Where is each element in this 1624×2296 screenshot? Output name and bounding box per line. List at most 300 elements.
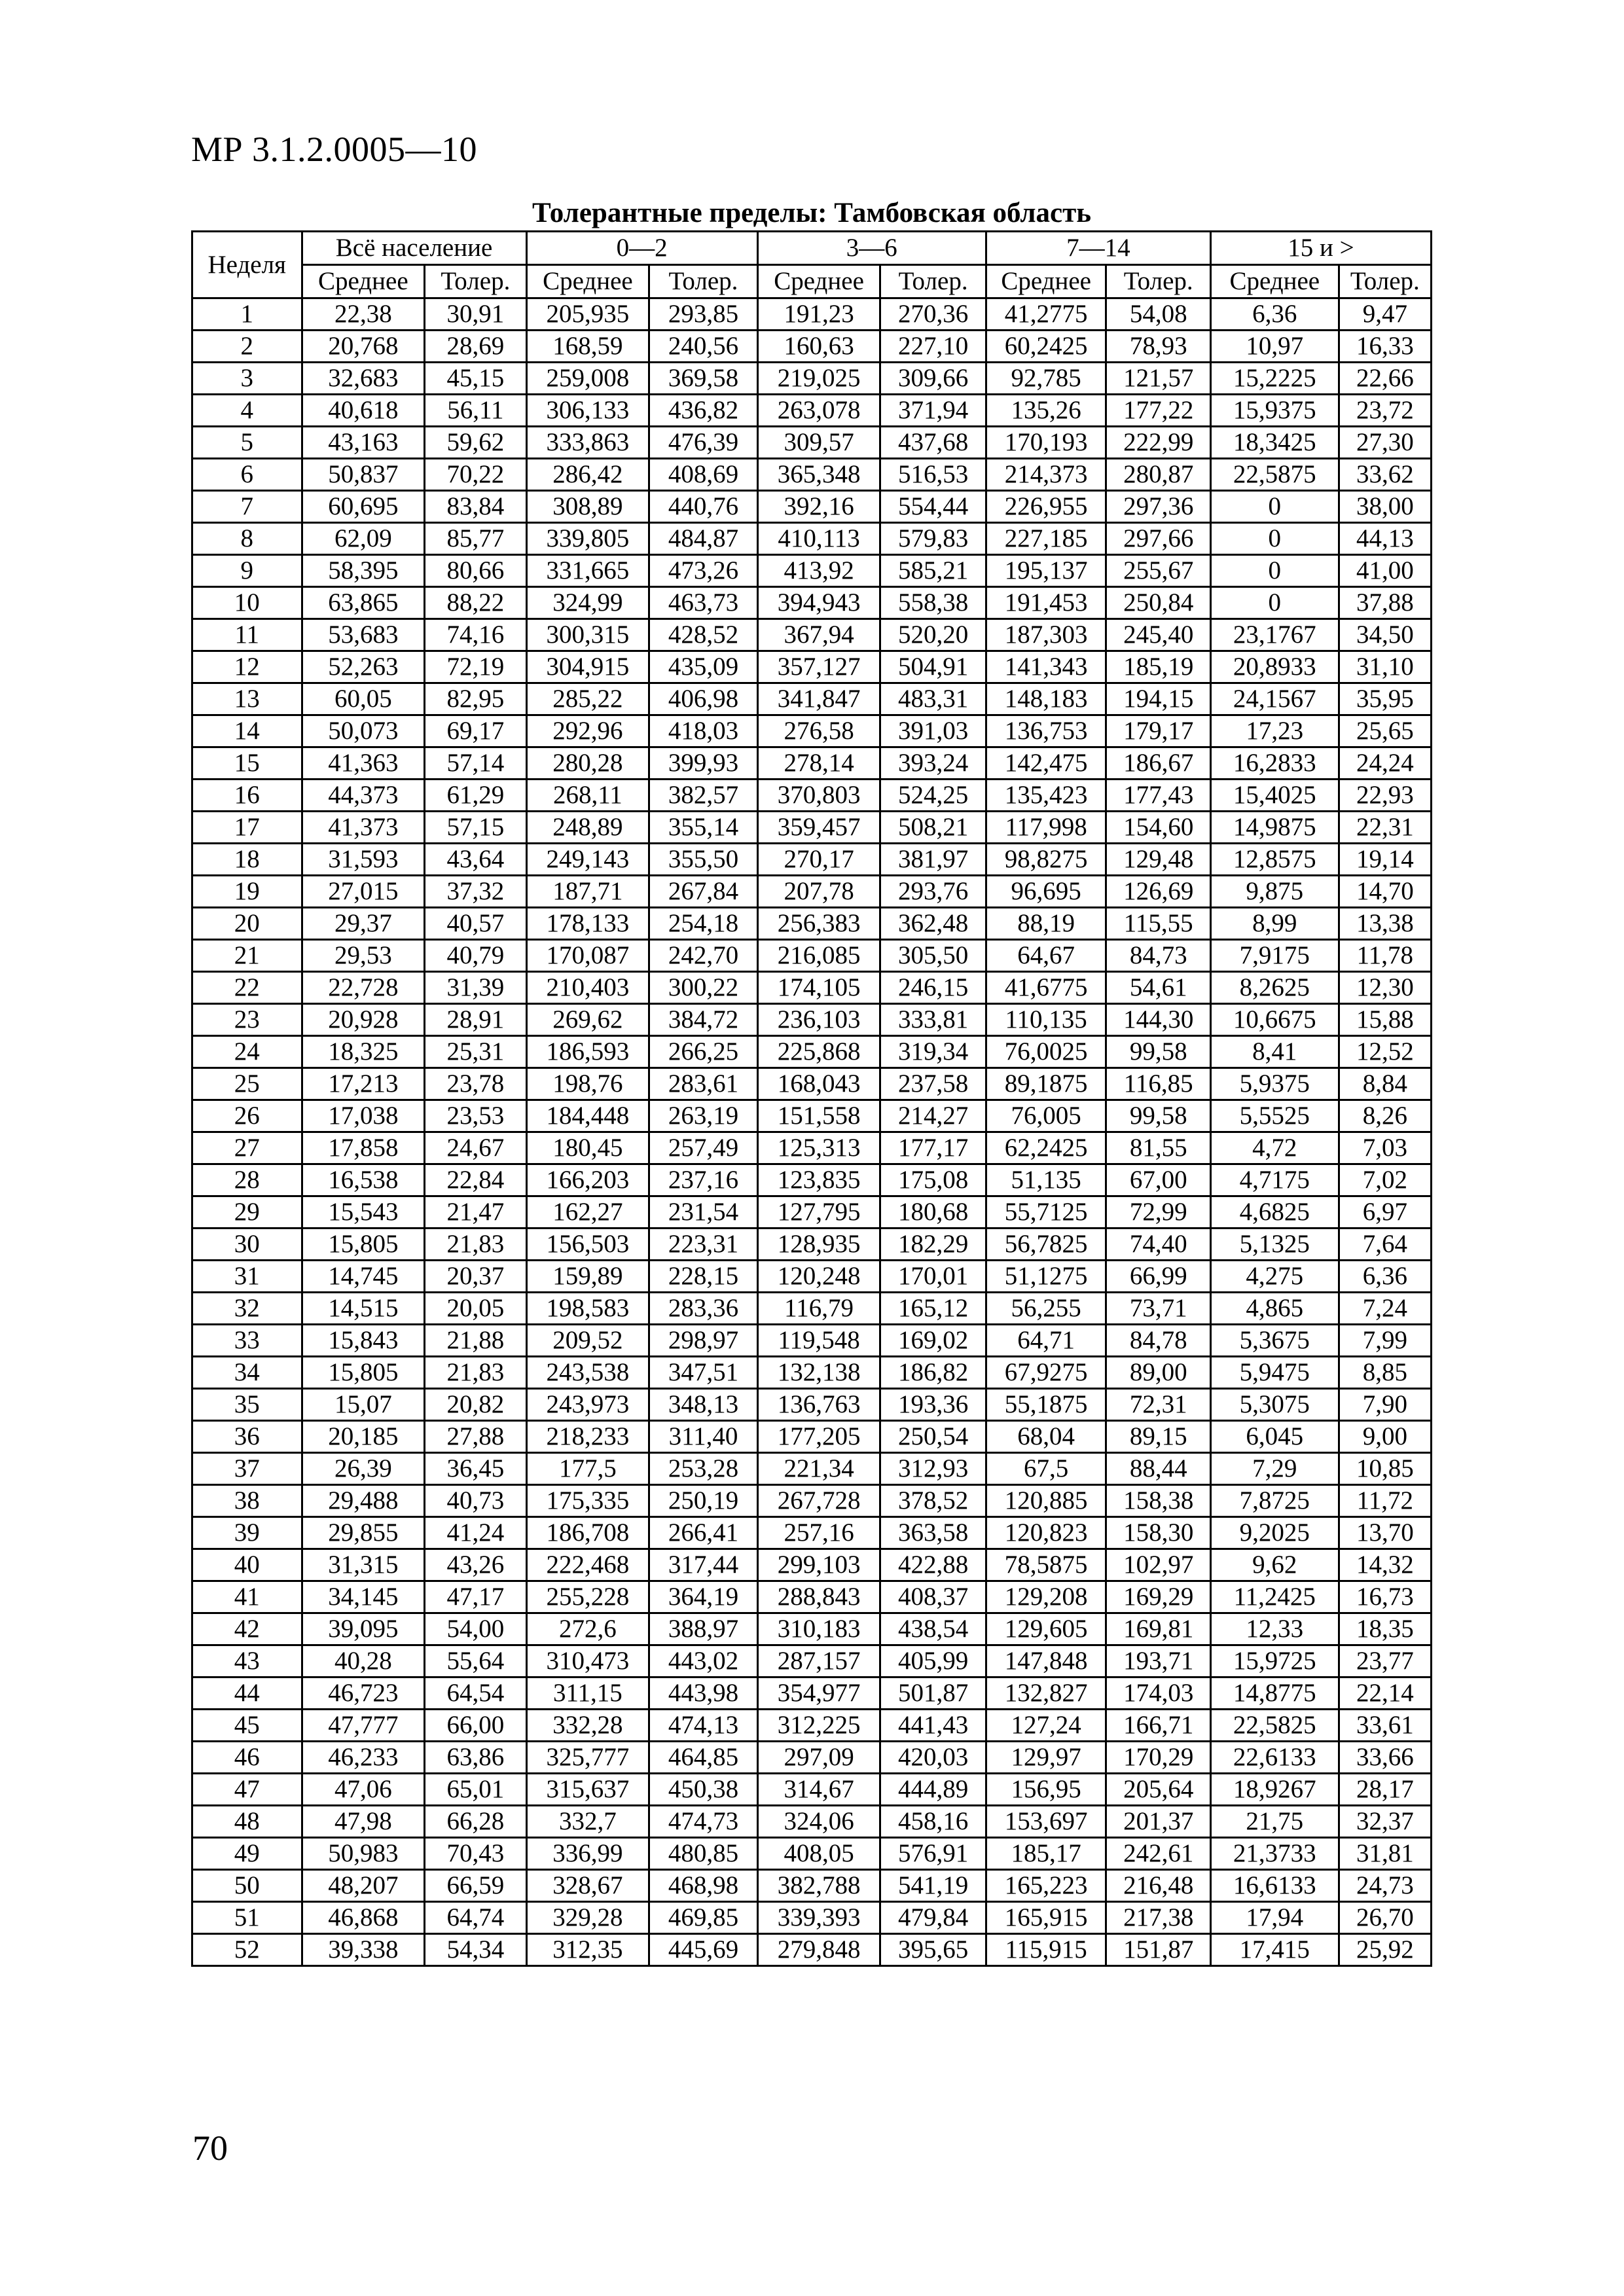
age-3-6-tolerance-cell: 422,88 <box>880 1549 986 1581</box>
age-3-6-mean-cell: 365,348 <box>757 459 880 491</box>
age-3-6-mean-cell: 127,795 <box>757 1196 880 1229</box>
age-3-6-mean-cell: 221,34 <box>757 1453 880 1485</box>
age-7-14-mean-cell: 165,915 <box>986 1902 1106 1934</box>
age-15-plus-mean-cell: 16,2833 <box>1210 747 1339 780</box>
subheader-mean: Среднее <box>526 265 649 298</box>
age-15-plus-tolerance-cell: 7,64 <box>1339 1229 1431 1261</box>
age-3-6-mean-cell: 174,105 <box>757 972 880 1004</box>
age-7-14-tolerance-cell: 99,58 <box>1106 1100 1210 1132</box>
table-row <box>192 1774 1432 1806</box>
age-0-2-tolerance-cell: 484,87 <box>649 523 757 555</box>
age-7-14-tolerance-cell: 154,60 <box>1106 812 1210 844</box>
week-cell: 15 <box>192 747 302 780</box>
table-row <box>192 1164 1432 1196</box>
age-7-14-tolerance-cell: 177,22 <box>1106 395 1210 427</box>
week-cell: 40 <box>192 1549 302 1581</box>
age-15-plus-tolerance-cell: 22,66 <box>1339 363 1431 395</box>
week-cell: 37 <box>192 1453 302 1485</box>
age-15-plus-tolerance-cell: 28,17 <box>1339 1774 1431 1806</box>
age-15-plus-mean-cell: 4,7175 <box>1210 1164 1339 1196</box>
all-tolerance-cell: 57,14 <box>425 747 526 780</box>
age-3-6-tolerance-cell: 458,16 <box>880 1806 986 1838</box>
age-7-14-tolerance-cell: 81,55 <box>1106 1132 1210 1164</box>
age-0-2-mean-cell: 168,59 <box>526 331 649 363</box>
age-3-6-tolerance-cell: 305,50 <box>880 940 986 972</box>
all-mean-cell: 39,338 <box>302 1934 425 1966</box>
all-mean-cell: 29,53 <box>302 940 425 972</box>
age-15-plus-tolerance-cell: 26,70 <box>1339 1902 1431 1934</box>
age-15-plus-mean-cell: 4,275 <box>1210 1261 1339 1293</box>
all-tolerance-cell: 66,00 <box>425 1710 526 1742</box>
age-7-14-mean-cell: 170,193 <box>986 427 1106 459</box>
age-15-plus-tolerance-cell: 24,73 <box>1339 1870 1431 1902</box>
age-0-2-tolerance-cell: 473,26 <box>649 555 757 587</box>
age-0-2-mean-cell: 336,99 <box>526 1838 649 1870</box>
week-cell: 41 <box>192 1581 302 1613</box>
week-cell: 46 <box>192 1742 302 1774</box>
age-3-6-tolerance-cell: 441,43 <box>880 1710 986 1742</box>
age-7-14-tolerance-cell: 255,67 <box>1106 555 1210 587</box>
age-3-6-tolerance-cell: 554,44 <box>880 491 986 523</box>
age-7-14-mean-cell: 56,255 <box>986 1293 1106 1325</box>
all-mean-cell: 47,06 <box>302 1774 425 1806</box>
age-3-6-mean-cell: 123,835 <box>757 1164 880 1196</box>
age-3-6-tolerance-cell: 437,68 <box>880 427 986 459</box>
all-mean-cell: 47,98 <box>302 1806 425 1838</box>
week-cell: 19 <box>192 876 302 908</box>
age-7-14-tolerance-cell: 84,73 <box>1106 940 1210 972</box>
age-3-6-tolerance-cell: 363,58 <box>880 1517 986 1549</box>
age-0-2-mean-cell: 310,473 <box>526 1645 649 1677</box>
all-tolerance-cell: 74,16 <box>425 619 526 651</box>
age-3-6-tolerance-cell: 479,84 <box>880 1902 986 1934</box>
table-row <box>192 876 1432 908</box>
table-row <box>192 1806 1432 1838</box>
age-0-2-mean-cell: 339,805 <box>526 523 649 555</box>
age-3-6-mean-cell: 168,043 <box>757 1068 880 1100</box>
table-row <box>192 619 1432 651</box>
all-tolerance-cell: 21,47 <box>425 1196 526 1229</box>
all-tolerance-cell: 21,83 <box>425 1229 526 1261</box>
age-7-14-mean-cell: 129,208 <box>986 1581 1106 1613</box>
age-3-6-mean-cell: 288,843 <box>757 1581 880 1613</box>
age-15-plus-mean-cell: 22,5825 <box>1210 1710 1339 1742</box>
age-7-14-mean-cell: 165,223 <box>986 1870 1106 1902</box>
age-7-14-tolerance-cell: 205,64 <box>1106 1774 1210 1806</box>
all-tolerance-cell: 80,66 <box>425 555 526 587</box>
age-15-plus-tolerance-cell: 11,78 <box>1339 940 1431 972</box>
age-7-14-mean-cell: 153,697 <box>986 1806 1106 1838</box>
age-7-14-mean-cell: 56,7825 <box>986 1229 1106 1261</box>
age-0-2-tolerance-cell: 406,98 <box>649 683 757 715</box>
all-tolerance-cell: 30,91 <box>425 298 526 331</box>
age-3-6-mean-cell: 128,935 <box>757 1229 880 1261</box>
table-row <box>192 1004 1432 1036</box>
age-7-14-mean-cell: 88,19 <box>986 908 1106 940</box>
age-3-6-tolerance-cell: 504,91 <box>880 651 986 683</box>
age-7-14-tolerance-cell: 89,00 <box>1106 1357 1210 1389</box>
table-row <box>192 844 1432 876</box>
age-0-2-mean-cell: 324,99 <box>526 587 649 619</box>
age-0-2-mean-cell: 268,11 <box>526 780 649 812</box>
age-3-6-tolerance-cell: 227,10 <box>880 331 986 363</box>
age-0-2-tolerance-cell: 474,13 <box>649 1710 757 1742</box>
age-7-14-mean-cell: 64,67 <box>986 940 1106 972</box>
week-cell: 33 <box>192 1325 302 1357</box>
age-3-6-tolerance-cell: 393,24 <box>880 747 986 780</box>
age-7-14-mean-cell: 226,955 <box>986 491 1106 523</box>
age-7-14-mean-cell: 55,1875 <box>986 1389 1106 1421</box>
table-row <box>192 780 1432 812</box>
age-3-6-tolerance-cell: 420,03 <box>880 1742 986 1774</box>
all-mean-cell: 60,05 <box>302 683 425 715</box>
age-3-6-mean-cell: 339,393 <box>757 1902 880 1934</box>
week-cell: 10 <box>192 587 302 619</box>
age-0-2-mean-cell: 272,6 <box>526 1613 649 1645</box>
age-15-plus-mean-cell: 0 <box>1210 491 1339 523</box>
all-mean-cell: 40,28 <box>302 1645 425 1677</box>
age-3-6-mean-cell: 132,138 <box>757 1357 880 1389</box>
all-mean-cell: 22,728 <box>302 972 425 1004</box>
age-3-6-tolerance-cell: 579,83 <box>880 523 986 555</box>
age-0-2-tolerance-cell: 263,19 <box>649 1100 757 1132</box>
week-cell: 27 <box>192 1132 302 1164</box>
week-cell: 34 <box>192 1357 302 1389</box>
week-cell: 25 <box>192 1068 302 1100</box>
age-7-14-mean-cell: 191,453 <box>986 587 1106 619</box>
age-15-plus-mean-cell: 15,9375 <box>1210 395 1339 427</box>
age-7-14-mean-cell: 41,6775 <box>986 972 1106 1004</box>
all-mean-cell: 29,37 <box>302 908 425 940</box>
all-tolerance-cell: 27,88 <box>425 1421 526 1453</box>
age-3-6-mean-cell: 279,848 <box>757 1934 880 1966</box>
age-15-plus-tolerance-cell: 14,70 <box>1339 876 1431 908</box>
age-0-2-mean-cell: 198,583 <box>526 1293 649 1325</box>
age-7-14-tolerance-cell: 116,85 <box>1106 1068 1210 1100</box>
subheader-tolerance: Толер. <box>649 265 757 298</box>
age-3-6-tolerance-cell: 438,54 <box>880 1613 986 1645</box>
table-row <box>192 491 1432 523</box>
age-15-plus-mean-cell: 15,2225 <box>1210 363 1339 395</box>
age-15-plus-tolerance-cell: 8,85 <box>1339 1357 1431 1389</box>
age-0-2-tolerance-cell: 443,98 <box>649 1677 757 1710</box>
age-7-14-mean-cell: 62,2425 <box>986 1132 1106 1164</box>
age-0-2-tolerance-cell: 347,51 <box>649 1357 757 1389</box>
all-mean-cell: 17,858 <box>302 1132 425 1164</box>
all-tolerance-cell: 47,17 <box>425 1581 526 1613</box>
table-row <box>192 1036 1432 1068</box>
age-15-plus-tolerance-cell: 7,24 <box>1339 1293 1431 1325</box>
all-tolerance-cell: 56,11 <box>425 395 526 427</box>
age-0-2-mean-cell: 243,973 <box>526 1389 649 1421</box>
age-0-2-mean-cell: 248,89 <box>526 812 649 844</box>
age-0-2-mean-cell: 308,89 <box>526 491 649 523</box>
table-row <box>192 908 1432 940</box>
subheader-tolerance: Толер. <box>1106 265 1210 298</box>
age-7-14-tolerance-cell: 242,61 <box>1106 1838 1210 1870</box>
all-tolerance-cell: 83,84 <box>425 491 526 523</box>
age-3-6-tolerance-cell: 541,19 <box>880 1870 986 1902</box>
age-3-6-mean-cell: 219,025 <box>757 363 880 395</box>
age-0-2-tolerance-cell: 283,36 <box>649 1293 757 1325</box>
table-row <box>192 715 1432 747</box>
age-15-plus-tolerance-cell: 22,93 <box>1339 780 1431 812</box>
age-0-2-mean-cell: 222,468 <box>526 1549 649 1581</box>
age-15-plus-tolerance-cell: 7,90 <box>1339 1389 1431 1421</box>
age-15-plus-tolerance-cell: 15,88 <box>1339 1004 1431 1036</box>
age-0-2-mean-cell: 311,15 <box>526 1677 649 1710</box>
age-0-2-tolerance-cell: 355,50 <box>649 844 757 876</box>
age-0-2-mean-cell: 186,593 <box>526 1036 649 1068</box>
age-7-14-mean-cell: 156,95 <box>986 1774 1106 1806</box>
age-7-14-tolerance-cell: 73,71 <box>1106 1293 1210 1325</box>
all-tolerance-cell: 54,00 <box>425 1613 526 1645</box>
age-0-2-tolerance-cell: 384,72 <box>649 1004 757 1036</box>
age-0-2-tolerance-cell: 463,73 <box>649 587 757 619</box>
age-7-14-tolerance-cell: 74,40 <box>1106 1229 1210 1261</box>
age-15-plus-tolerance-cell: 9,00 <box>1339 1421 1431 1453</box>
all-mean-cell: 39,095 <box>302 1613 425 1645</box>
table-row <box>192 812 1432 844</box>
week-cell: 22 <box>192 972 302 1004</box>
page-number: 70 <box>192 2128 228 2168</box>
table-row <box>192 747 1432 780</box>
age-15-plus-mean-cell: 10,97 <box>1210 331 1339 363</box>
all-mean-cell: 62,09 <box>302 523 425 555</box>
age-3-6-mean-cell: 359,457 <box>757 812 880 844</box>
week-cell: 50 <box>192 1870 302 1902</box>
age-3-6-mean-cell: 120,248 <box>757 1261 880 1293</box>
age-3-6-mean-cell: 354,977 <box>757 1677 880 1710</box>
age-15-plus-mean-cell: 22,5875 <box>1210 459 1339 491</box>
age-15-plus-mean-cell: 17,23 <box>1210 715 1339 747</box>
week-cell: 4 <box>192 395 302 427</box>
age-0-2-mean-cell: 332,7 <box>526 1806 649 1838</box>
age-3-6-mean-cell: 341,847 <box>757 683 880 715</box>
all-tolerance-cell: 28,69 <box>425 331 526 363</box>
all-mean-cell: 15,07 <box>302 1389 425 1421</box>
age-3-6-mean-cell: 278,14 <box>757 747 880 780</box>
age-15-plus-mean-cell: 14,9875 <box>1210 812 1339 844</box>
all-mean-cell: 17,213 <box>302 1068 425 1100</box>
age-7-14-mean-cell: 129,605 <box>986 1613 1106 1645</box>
age-7-14-tolerance-cell: 193,71 <box>1106 1645 1210 1677</box>
age-7-14-tolerance-cell: 166,71 <box>1106 1710 1210 1742</box>
age-15-plus-mean-cell: 20,8933 <box>1210 651 1339 683</box>
all-tolerance-cell: 66,59 <box>425 1870 526 1902</box>
all-tolerance-cell: 20,82 <box>425 1389 526 1421</box>
age-7-14-tolerance-cell: 66,99 <box>1106 1261 1210 1293</box>
age-15-plus-tolerance-cell: 32,37 <box>1339 1806 1431 1838</box>
age-7-14-tolerance-cell: 250,84 <box>1106 587 1210 619</box>
table-row <box>192 331 1432 363</box>
table-row <box>192 1870 1432 1902</box>
age-15-plus-mean-cell: 15,9725 <box>1210 1645 1339 1677</box>
age-0-2-mean-cell: 286,42 <box>526 459 649 491</box>
age-0-2-tolerance-cell: 369,58 <box>649 363 757 395</box>
all-mean-cell: 46,233 <box>302 1742 425 1774</box>
age-15-plus-tolerance-cell: 37,88 <box>1339 587 1431 619</box>
all-mean-cell: 50,073 <box>302 715 425 747</box>
age-15-plus-tolerance-cell: 31,81 <box>1339 1838 1431 1870</box>
age-7-14-mean-cell: 195,137 <box>986 555 1106 587</box>
age-3-6-tolerance-cell: 246,15 <box>880 972 986 1004</box>
age-7-14-mean-cell: 67,5 <box>986 1453 1106 1485</box>
all-mean-cell: 15,805 <box>302 1357 425 1389</box>
age-15-plus-mean-cell: 5,1325 <box>1210 1229 1339 1261</box>
week-cell: 24 <box>192 1036 302 1068</box>
age-0-2-tolerance-cell: 237,16 <box>649 1164 757 1196</box>
age-15-plus-mean-cell: 9,875 <box>1210 876 1339 908</box>
age-3-6-tolerance-cell: 180,68 <box>880 1196 986 1229</box>
age-15-plus-mean-cell: 23,1767 <box>1210 619 1339 651</box>
all-mean-cell: 15,843 <box>302 1325 425 1357</box>
age-7-14-mean-cell: 76,0025 <box>986 1036 1106 1068</box>
all-mean-cell: 63,865 <box>302 587 425 619</box>
age-15-plus-tolerance-cell: 22,14 <box>1339 1677 1431 1710</box>
age-3-6-mean-cell: 394,943 <box>757 587 880 619</box>
age-3-6-tolerance-cell: 177,17 <box>880 1132 986 1164</box>
age-0-2-mean-cell: 198,76 <box>526 1068 649 1100</box>
subheader-mean: Среднее <box>1210 265 1339 298</box>
all-mean-cell: 14,515 <box>302 1293 425 1325</box>
age-7-14-tolerance-cell: 89,15 <box>1106 1421 1210 1453</box>
age-15-plus-mean-cell: 6,36 <box>1210 298 1339 331</box>
age-3-6-mean-cell: 236,103 <box>757 1004 880 1036</box>
age-3-6-tolerance-cell: 182,29 <box>880 1229 986 1261</box>
age-3-6-tolerance-cell: 391,03 <box>880 715 986 747</box>
week-cell: 51 <box>192 1902 302 1934</box>
age-0-2-tolerance-cell: 474,73 <box>649 1806 757 1838</box>
age-0-2-tolerance-cell: 468,98 <box>649 1870 757 1902</box>
tolerance-table <box>191 230 1432 1967</box>
age-7-14-tolerance-cell: 115,55 <box>1106 908 1210 940</box>
age-3-6-tolerance-cell: 250,54 <box>880 1421 986 1453</box>
age-0-2-mean-cell: 186,708 <box>526 1517 649 1549</box>
all-mean-cell: 20,185 <box>302 1421 425 1453</box>
age-0-2-mean-cell: 333,863 <box>526 427 649 459</box>
age-7-14-tolerance-cell: 129,48 <box>1106 844 1210 876</box>
age-15-plus-mean-cell: 8,99 <box>1210 908 1339 940</box>
table-row <box>192 1453 1432 1485</box>
age-15-plus-mean-cell: 5,9475 <box>1210 1357 1339 1389</box>
table-header <box>192 232 1432 298</box>
age-3-6-mean-cell: 257,16 <box>757 1517 880 1549</box>
age-3-6-tolerance-cell: 312,93 <box>880 1453 986 1485</box>
age-7-14-mean-cell: 89,1875 <box>986 1068 1106 1100</box>
age-15-plus-mean-cell: 5,9375 <box>1210 1068 1339 1100</box>
week-cell: 17 <box>192 812 302 844</box>
age-7-14-tolerance-cell: 151,87 <box>1106 1934 1210 1966</box>
table-title: Толерантные пределы: Тамбовская область <box>532 198 1091 228</box>
week-cell: 39 <box>192 1517 302 1549</box>
age-0-2-mean-cell: 285,22 <box>526 683 649 715</box>
age-15-plus-tolerance-cell: 23,77 <box>1339 1645 1431 1677</box>
age-0-2-mean-cell: 312,35 <box>526 1934 649 1966</box>
age-0-2-tolerance-cell: 267,84 <box>649 876 757 908</box>
age-3-6-mean-cell: 410,113 <box>757 523 880 555</box>
table-row <box>192 1100 1432 1132</box>
age-15-plus-tolerance-cell: 7,03 <box>1339 1132 1431 1164</box>
age-7-14-mean-cell: 185,17 <box>986 1838 1106 1870</box>
age-7-14-tolerance-cell: 170,29 <box>1106 1742 1210 1774</box>
age-3-6-tolerance-cell: 333,81 <box>880 1004 986 1036</box>
age-3-6-tolerance-cell: 175,08 <box>880 1164 986 1196</box>
age-3-6-tolerance-cell: 483,31 <box>880 683 986 715</box>
all-tolerance-cell: 66,28 <box>425 1806 526 1838</box>
age-15-plus-tolerance-cell: 6,97 <box>1339 1196 1431 1229</box>
all-mean-cell: 32,683 <box>302 363 425 395</box>
age-0-2-tolerance-cell: 435,09 <box>649 651 757 683</box>
age-15-plus-tolerance-cell: 7,99 <box>1339 1325 1431 1357</box>
age-3-6-tolerance-cell: 169,02 <box>880 1325 986 1357</box>
all-mean-cell: 60,695 <box>302 491 425 523</box>
table-row <box>192 1934 1432 1966</box>
age-15-plus-tolerance-cell: 8,84 <box>1339 1068 1431 1100</box>
age-15-plus-tolerance-cell: 9,47 <box>1339 298 1431 331</box>
age-7-14-mean-cell: 127,24 <box>986 1710 1106 1742</box>
age-15-plus-mean-cell: 4,72 <box>1210 1132 1339 1164</box>
age-0-2-mean-cell: 170,087 <box>526 940 649 972</box>
all-mean-cell: 41,363 <box>302 747 425 780</box>
age-0-2-tolerance-cell: 443,02 <box>649 1645 757 1677</box>
age-3-6-tolerance-cell: 444,89 <box>880 1774 986 1806</box>
age-15-plus-tolerance-cell: 16,73 <box>1339 1581 1431 1613</box>
all-mean-cell: 27,015 <box>302 876 425 908</box>
age-0-2-mean-cell: 166,203 <box>526 1164 649 1196</box>
age-15-plus-tolerance-cell: 13,38 <box>1339 908 1431 940</box>
age-3-6-tolerance-cell: 558,38 <box>880 587 986 619</box>
table-row <box>192 1196 1432 1229</box>
age-0-2-mean-cell: 209,52 <box>526 1325 649 1357</box>
group-header-0-2: 0—2 <box>526 232 757 265</box>
all-mean-cell: 20,768 <box>302 331 425 363</box>
age-15-plus-tolerance-cell: 12,52 <box>1339 1036 1431 1068</box>
age-15-plus-mean-cell: 7,8725 <box>1210 1485 1339 1517</box>
age-3-6-tolerance-cell: 186,82 <box>880 1357 986 1389</box>
all-mean-cell: 18,325 <box>302 1036 425 1068</box>
age-3-6-tolerance-cell: 576,91 <box>880 1838 986 1870</box>
age-3-6-tolerance-cell: 516,53 <box>880 459 986 491</box>
age-15-plus-tolerance-cell: 18,35 <box>1339 1613 1431 1645</box>
age-7-14-tolerance-cell: 179,17 <box>1106 715 1210 747</box>
all-mean-cell: 58,395 <box>302 555 425 587</box>
week-cell: 29 <box>192 1196 302 1229</box>
all-mean-cell: 44,373 <box>302 780 425 812</box>
age-3-6-mean-cell: 314,67 <box>757 1774 880 1806</box>
age-7-14-mean-cell: 110,135 <box>986 1004 1106 1036</box>
week-cell: 1 <box>192 298 302 331</box>
table-row <box>192 683 1432 715</box>
age-0-2-tolerance-cell: 231,54 <box>649 1196 757 1229</box>
subheader-mean: Среднее <box>757 265 880 298</box>
age-7-14-mean-cell: 120,885 <box>986 1485 1106 1517</box>
age-0-2-mean-cell: 218,233 <box>526 1421 649 1453</box>
age-3-6-mean-cell: 287,157 <box>757 1645 880 1677</box>
all-tolerance-cell: 70,22 <box>425 459 526 491</box>
age-15-plus-tolerance-cell: 33,66 <box>1339 1742 1431 1774</box>
age-3-6-mean-cell: 116,79 <box>757 1293 880 1325</box>
age-3-6-mean-cell: 207,78 <box>757 876 880 908</box>
group-header-15-plus: 15 и > <box>1210 232 1431 265</box>
all-mean-cell: 43,163 <box>302 427 425 459</box>
age-15-plus-mean-cell: 4,865 <box>1210 1293 1339 1325</box>
age-0-2-tolerance-cell: 266,25 <box>649 1036 757 1068</box>
age-7-14-mean-cell: 115,915 <box>986 1934 1106 1966</box>
age-3-6-mean-cell: 310,183 <box>757 1613 880 1645</box>
all-mean-cell: 22,38 <box>302 298 425 331</box>
week-cell: 42 <box>192 1613 302 1645</box>
